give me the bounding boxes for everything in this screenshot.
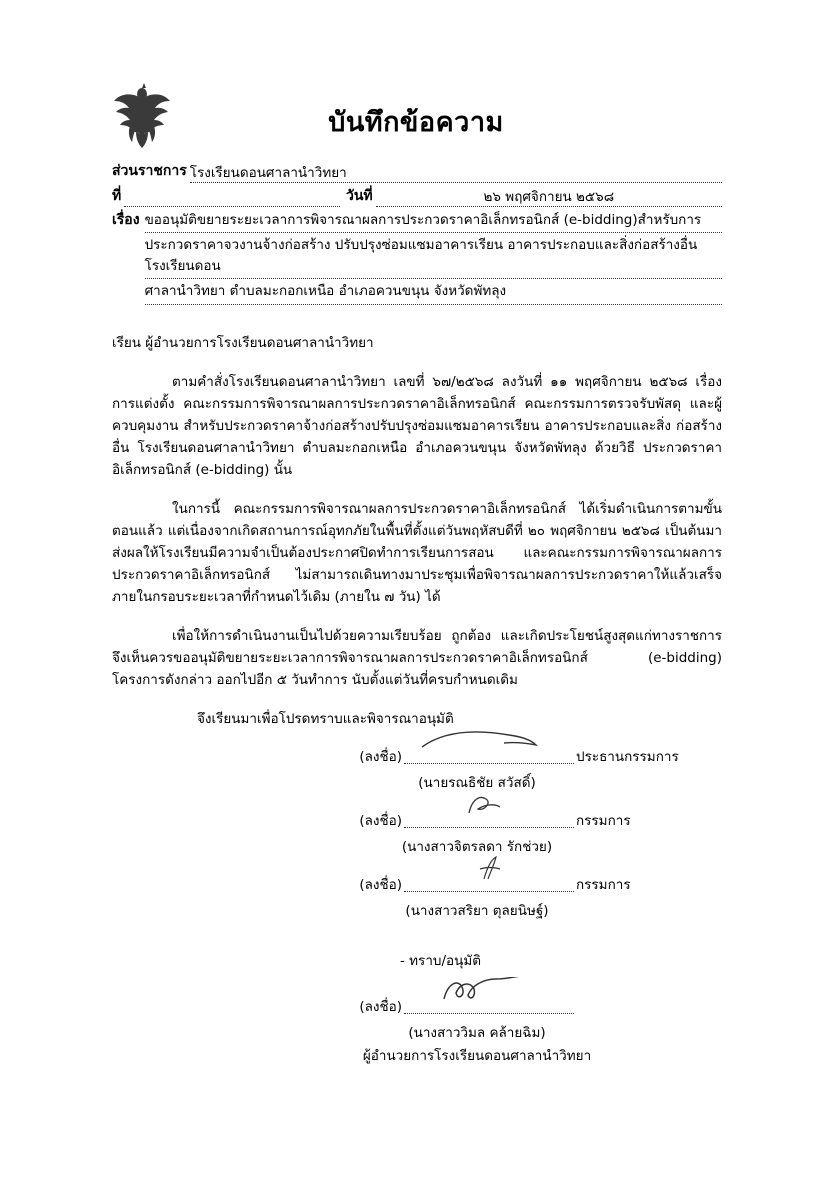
signature-lead: (ลงชื่อ): [359, 876, 402, 893]
subject-label: เรื่อง: [112, 212, 140, 229]
signature-block-1: [112, 747, 722, 795]
date-value: ๒๖ พฤศจิกายน ๒๕๖๘: [376, 189, 722, 207]
recipient-line: เรียน ผู้อำนวยการโรงเรียนดอนศาลานำวิทยา: [112, 334, 374, 351]
subject-line-3: ศาลานำวิทยา ตำบลมะกอกเหนือ อำเภอควนขนุน จังหวัดพัทลุง: [145, 281, 722, 304]
ref-date-field-row: [112, 185, 722, 208]
signature-row: [112, 747, 722, 769]
ref-label: ที่: [112, 187, 122, 204]
paragraph-1: ตามคำสั่งโรงเรียนดอนศาลานำวิทยา เลขที่ ๖๗/๒๕๖๘ ลงวันที่ ๑๑ พฤศจิกายน ๒๕๖๘ เรื่อง การแต่งตั้ง คณะกรรมการพิจารณาผลการประกวดราคาอิเล็กทรอนิกส์ คณะกรรมการตรวจรับพัสดุ และผู้ควบคุมงาน สำหรับประกวดราคาจ้างก่อสร้างปรับปรุงซ่อมแซมอาคารเรียน อาคารประกอบและสิ่ง ก่อสร้างอื่น โรงเรียนดอนศาลานำวิทยา ตำบลมะกอกเหนือ อำเภอควนขนุน จังหวัดพัทลุง ด้วยวิธี ประกวดราคาอิเล็กทรอนิกส์ (e-bidding) นั้น: [112, 374, 722, 479]
subject-line-2: ประกวดราคาจวงานจ้างก่อสร้าง ปรับปรุงซ่อมแซมอาคารเรียน อาคารประกอบและสิ่งก่อสร้างอื่น โรงเรียนดอน: [145, 235, 722, 279]
signature-role: [574, 997, 576, 1019]
paragraph-3: เพื่อให้การดำเนินงานเป็นไปด้วยความเรียบร้อย ถูกต้อง และเกิดประโยชน์สูงสุดแก่ทางราชการ จึงเห็นควรขออนุมัติขยายระยะเวลาการพิจารณาผลการประกวดราคาอิเล็กทรอนิกส์ (e-bidding) โครงการดังกล่าว ออกไปอีก ๕ วันทำการ นับตั้งแต่วันที่ครบกำหนดเดิม: [112, 628, 722, 689]
approval-note: - ทราบ/อนุมัติ: [400, 952, 482, 969]
signature-row: [112, 811, 722, 833]
subject-block: [112, 210, 722, 306]
signature-row: [112, 875, 722, 897]
signature-role: กรรมการ: [576, 876, 631, 893]
signature-line: [404, 875, 574, 892]
signature-role: กรรมการ: [576, 813, 631, 830]
signature-name: (นางสาวจิตรลดา รักช่วย): [401, 839, 553, 856]
signature-name: (นายรณธิชัย สวัสดิ์): [418, 775, 536, 792]
page-title: บันทึกข้อความ: [328, 107, 504, 138]
signature-line: [404, 747, 574, 764]
agency-value: โรงเรียนดอนศาลานำวิทยา: [190, 165, 722, 183]
agency-field-row: [112, 160, 722, 183]
signature-block-3: [112, 875, 722, 923]
signature-lead: (ลงชื่อ): [359, 813, 402, 830]
closing-line: จึงเรียนมาเพื่อโปรดทราบและพิจารณาอนุมัติ: [197, 711, 454, 728]
signature-role: ประธานกรรมการ: [576, 749, 679, 766]
approval-name: (นางสาววิมล คล้ายฉิม): [408, 1024, 546, 1041]
signature-mark-icon: [414, 977, 564, 1003]
signature-lead: (ลงชื่อ): [359, 998, 402, 1015]
signature-row: [112, 997, 722, 1019]
signature-lead: (ลงชื่อ): [359, 749, 402, 766]
signature-name: (นางสาวสริยา ตุลยนิษฐ์): [405, 902, 549, 919]
signature-line: [404, 997, 574, 1014]
subject-text: [145, 210, 722, 306]
approval-signature-block: [112, 997, 722, 1068]
paragraph-2: ในการนี้ คณะกรรมการพิจารณาผลการประกวดราคาอิเล็กทรอนิกส์ ได้เริ่มดำเนินการตามขั้นตอนแล้ว แต่เนื่องจากเกิดสถานการณ์อุทกภัยในพื้นที่ตั้งแต่วันพฤหัสบดีที่ ๒๐ พฤศจิกายน ๒๕๖๘ เป็นต้นมา ส่งผลให้โรงเรียนมีความจำเป็นต้องประกาศปิดทำการเรียนการสอน และคณะกรรมการพิจารณาผลการประกวดราคาอิเล็กทรอนิกส์ ไม่สามารถเดินทางมาประชุมเพื่อพิจารณาผลการประกวดราคาให้แล้วเสร็จภายในกรอบระยะเวลาที่กำหนดไว้เดิม (ภายใน ๗ วัน) ได้: [112, 501, 722, 606]
agency-label: ส่วนราชการ: [112, 163, 187, 179]
document-body: [112, 160, 722, 1067]
ref-value: [124, 189, 340, 207]
signature-block-2: [112, 811, 722, 859]
approval-position: ผู้อำนวยการโรงเรียนดอนศาลานำวิทยา: [362, 1047, 592, 1064]
subject-line-1: ขออนุมัติขยายระยะเวลาการพิจารณาผลการประกวดราคาอิเล็กทรอนิกส์ (e-bidding)สำหรับการ: [145, 210, 722, 233]
signature-line: [404, 811, 574, 828]
date-label: วันที่: [345, 187, 373, 204]
